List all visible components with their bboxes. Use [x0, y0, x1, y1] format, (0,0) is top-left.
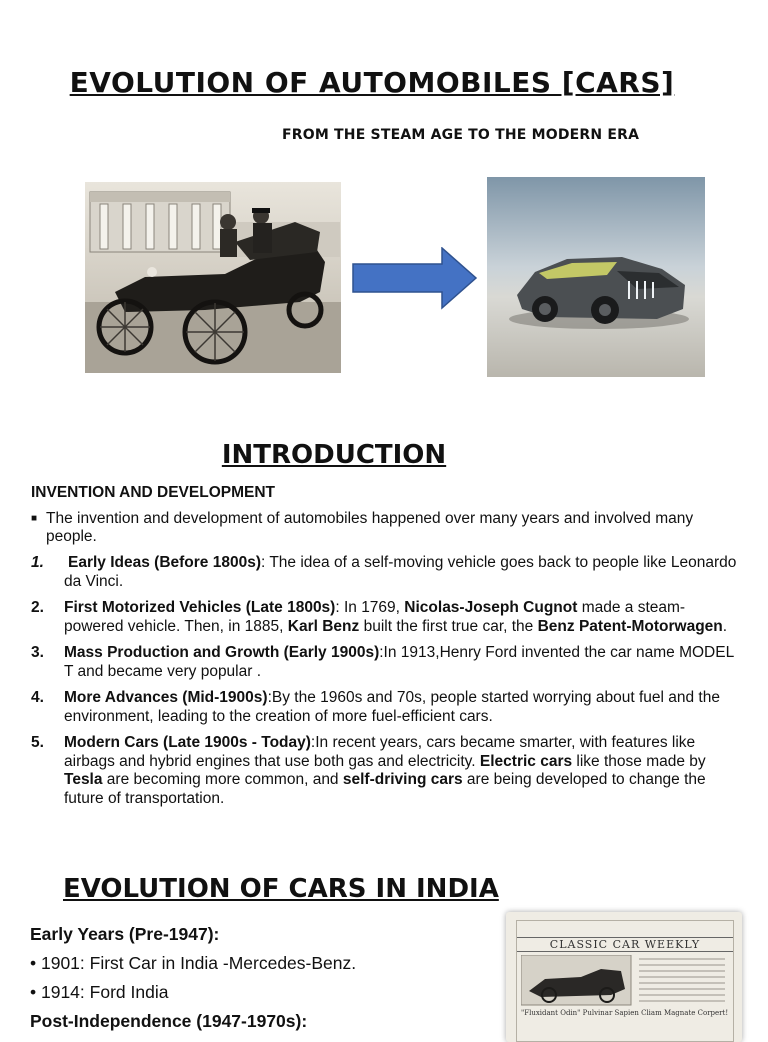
modern-car-photo [487, 177, 705, 377]
item-text: are being developed to change the future of transportation. [64, 771, 706, 807]
newspaper-image [506, 912, 742, 1042]
list-number: 4. [31, 689, 44, 706]
india-heading: EVOLUTION OF CARS IN INDIA [63, 874, 499, 904]
item-text: : The idea of a self-moving vehicle goes back to people like Leonardo da Vinci. [64, 554, 737, 590]
item-title: Modern Cars (Late 1900s - Today) [64, 734, 311, 751]
item-text: :In recent years, cars became smarter, with features like airbags and hybrid engines that use both gas and electricity. [64, 734, 696, 770]
list-item [31, 554, 743, 591]
list-number: 3. [31, 644, 44, 661]
list-item [31, 689, 743, 726]
list-item [31, 644, 743, 681]
newspaper-headline: "Fluxidant Odin" Pulvinar Sapien Cliam Magnate Corpert! [521, 1009, 729, 1017]
old-car-photo [85, 182, 341, 373]
item-title: More Advances (Mid-1900s) [64, 689, 268, 706]
history-list [31, 554, 743, 816]
right-arrow-icon [352, 247, 478, 316]
item-emphasis: Tesla [64, 771, 103, 788]
list-number: 5. [31, 734, 44, 751]
item-title: First Motorized Vehicles (Late 1800s) [64, 599, 336, 616]
list-item: • 1901: First Car in India -Mercedes-Benz. [30, 953, 357, 973]
item-emphasis: Nicolas-Joseph Cugnot [404, 599, 578, 616]
invention-subheading: INVENTION AND DEVELOPMENT [31, 484, 275, 501]
item-title: Mass Production and Growth (Early 1900s) [64, 644, 380, 661]
india-section [30, 920, 356, 1036]
item-text: built the first true car, the [359, 617, 538, 635]
list-number: 1. [31, 554, 44, 571]
list-number: 2. [31, 599, 44, 616]
intro-bullet-text: The invention and development of automobiles happened over many years and involved many people. [46, 510, 694, 545]
introduction-heading: INTRODUCTION [221, 440, 447, 470]
page-title: EVOLUTION OF AUTOMOBILES [CARS] [69, 66, 675, 99]
square-bullet-icon: ■ [31, 513, 38, 524]
item-emphasis: Electric cars [479, 752, 573, 770]
page-subtitle: FROM THE STEAM AGE TO THE MODERN ERA [282, 127, 640, 143]
item-text: are becoming more common, and [102, 771, 343, 788]
item-text: like those made by [572, 752, 706, 770]
list-item [31, 734, 743, 808]
early-years-heading: Early Years (Pre-1947): [30, 924, 220, 944]
item-text: : In 1769, [335, 599, 405, 616]
item-emphasis: self-driving cars [342, 771, 463, 788]
item-title: Early Ideas (Before 1800s) [68, 554, 261, 571]
item-text: made a steam-powered vehicle. Then, in 1885, [64, 599, 686, 635]
newspaper-car-icon [521, 955, 729, 1007]
item-emphasis: Benz Patent-Motorwagen [537, 617, 723, 635]
newspaper-masthead: CLASSIC CAR WEEKLY [517, 937, 733, 952]
item-text: :In 1913,Henry Ford invented the car name MODEL T and became very popular . [64, 644, 734, 680]
intro-bullet [31, 510, 746, 546]
item-emphasis: Karl Benz [287, 617, 360, 635]
list-item: • 1914: Ford India [30, 982, 169, 1002]
post-independence-heading: Post-Independence (1947-1970s): [30, 1011, 308, 1031]
list-item [31, 599, 743, 636]
item-text: :By the 1960s and 70s, people started worrying about fuel and the environment, leading to the creation of more fuel-efficient cars. [64, 689, 720, 725]
item-text: . [722, 617, 728, 635]
